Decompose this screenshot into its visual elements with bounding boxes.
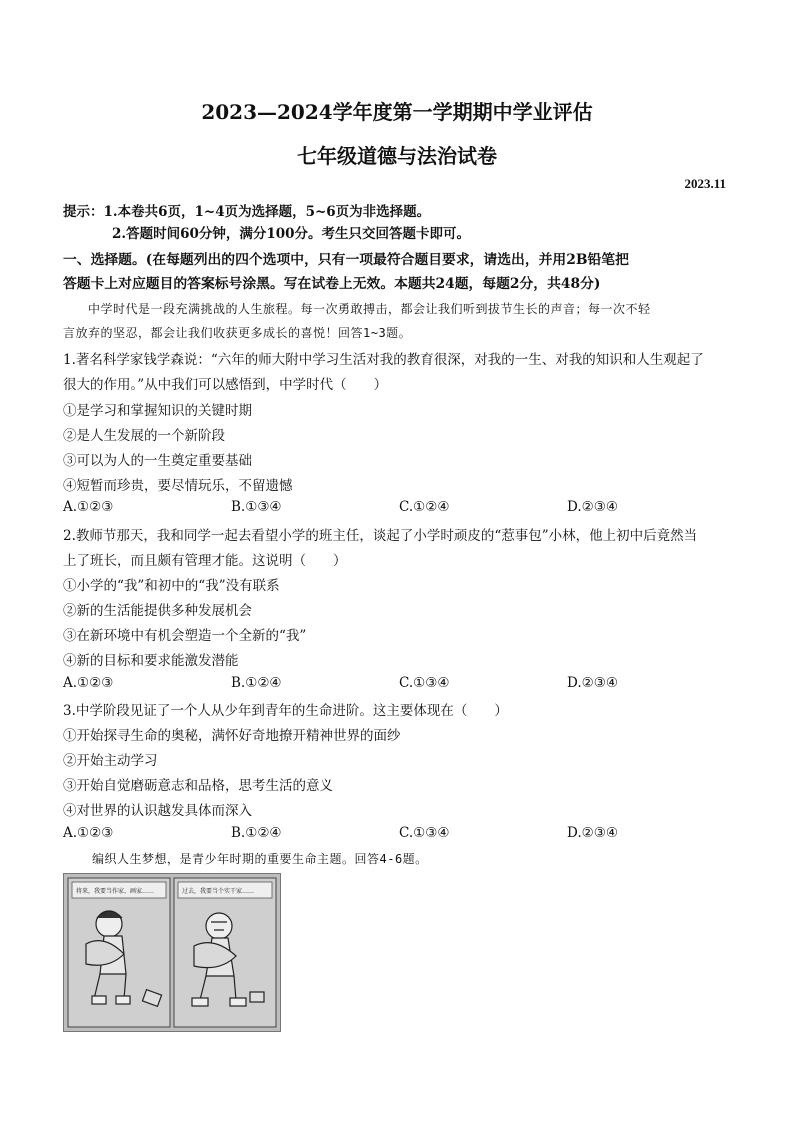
notes-line1 bbox=[63, 200, 430, 220]
q2-stem-line1: 2.教师节那天，我和同学一起去看望小学的班主任，谈起了小学时顽皮的“惹事包”小林，他上初中后竟然当 bbox=[63, 528, 698, 544]
q3-option-a[interactable]: A.①②③ bbox=[63, 825, 114, 841]
notes-line2: 2.答题时间60分钟，满分100分。考生只交回答题卡即可。 bbox=[112, 226, 471, 242]
q3-option-d[interactable]: D.②③④ bbox=[567, 825, 618, 841]
q1-item-4: ④短暂而珍贵，要尽情玩乐，不留遗憾 bbox=[63, 478, 293, 494]
q1-option-c[interactable]: C.①②④ bbox=[399, 499, 450, 515]
q1-stem-line2: 很大的作用。”从中我们可以感悟到，中学时代（ ） bbox=[63, 377, 388, 393]
section1-heading-line1: 一、选择题。(在每题列出的四个选项中，只有一项最符合题目要求，请选出，并用2B铅笔把 bbox=[63, 252, 629, 268]
q3-stem: 3.中学阶段见证了一个人从少年到青年的生命进阶。这主要体现在（ ） bbox=[63, 703, 508, 719]
cartoon-image bbox=[63, 873, 281, 1032]
notes-text1: 1.本卷共6页，1~4页为选择题，5~6页为非选择题。 bbox=[103, 204, 431, 220]
q3-item-4: ④对世界的认识越发具体而深入 bbox=[63, 803, 252, 819]
q1-item-3: ③可以为人的一生奠定重要基础 bbox=[63, 453, 252, 469]
intro1-line2: 言放弃的坚忍，都会让我们收获更多成长的喜悦！回答1~3题。 bbox=[63, 326, 412, 340]
q3-option-c[interactable]: C.①③④ bbox=[399, 825, 450, 841]
q2-item-3: ③在新环境中有机会塑造一个全新的“我” bbox=[63, 628, 307, 644]
exam-subtitle: 七年级道德与法治试卷 bbox=[297, 144, 497, 168]
q1-item-2: ②是人生发展的一个新阶段 bbox=[63, 428, 225, 444]
q1-option-b[interactable]: B.①③④ bbox=[231, 499, 282, 515]
section1-heading-line2: 答题卡上对应题目的答案标号涂黑。写在试卷上无效。本题共24题，每题2分，共48分) bbox=[63, 276, 601, 292]
notes-label: 提示： bbox=[63, 204, 104, 220]
q3-item-3: ③开始自觉磨砺意志和品格，思考生活的意义 bbox=[63, 778, 333, 794]
exam-title: 2023—2024学年度第一学期期中学业评估 bbox=[201, 100, 593, 124]
q3-item-2: ②开始主动学习 bbox=[63, 753, 158, 769]
q2-option-b[interactable]: B.①②④ bbox=[231, 675, 282, 691]
intro1-line1: 中学时代是一段充满挑战的人生旅程。每一次勇敢搏击，都会让我们听到拔节生长的声音；每一次不轻 bbox=[88, 302, 651, 316]
cartoon-left-caption: 将来，我要当作家、画家…… bbox=[76, 888, 155, 895]
q1-option-d[interactable]: D.②③④ bbox=[567, 499, 618, 515]
q2-item-1: ①小学的“我”和初中的“我”没有联系 bbox=[63, 578, 280, 594]
q2-item-2: ②新的生活能提供多种发展机会 bbox=[63, 603, 252, 619]
q3-option-b[interactable]: B.①②④ bbox=[231, 825, 282, 841]
q3-item-1: ①开始探寻生命的奥秘，满怀好奇地撩开精神世界的面纱 bbox=[63, 728, 401, 744]
cartoon-right-caption: 过去，我要当个实干家…… bbox=[182, 888, 255, 895]
q1-item-1: ①是学习和掌握知识的关键时期 bbox=[63, 403, 252, 419]
q2-option-a[interactable]: A.①②③ bbox=[63, 675, 114, 691]
exam-date: 2023.11 bbox=[684, 176, 726, 191]
q2-option-c[interactable]: C.①③④ bbox=[399, 675, 450, 691]
q1-stem-line1: 1.著名科学家钱学森说：“六年的师大附中学习生活对我的教育很深，对我的一生、对我的知识和人生观起了 bbox=[63, 352, 704, 368]
q2-option-d[interactable]: D.②③④ bbox=[567, 675, 618, 691]
q1-option-a[interactable]: A.①②③ bbox=[63, 499, 114, 515]
q2-item-4: ④新的目标和要求能激发潜能 bbox=[63, 653, 239, 669]
cartoon-drawing bbox=[64, 874, 280, 1031]
q2-stem-line2: 上了班长，而且颇有管理才能。这说明（ ） bbox=[63, 553, 347, 569]
intro2-line1: 编织人生梦想，是青少年时期的重要生命主题。回答4-6题。 bbox=[92, 852, 428, 866]
